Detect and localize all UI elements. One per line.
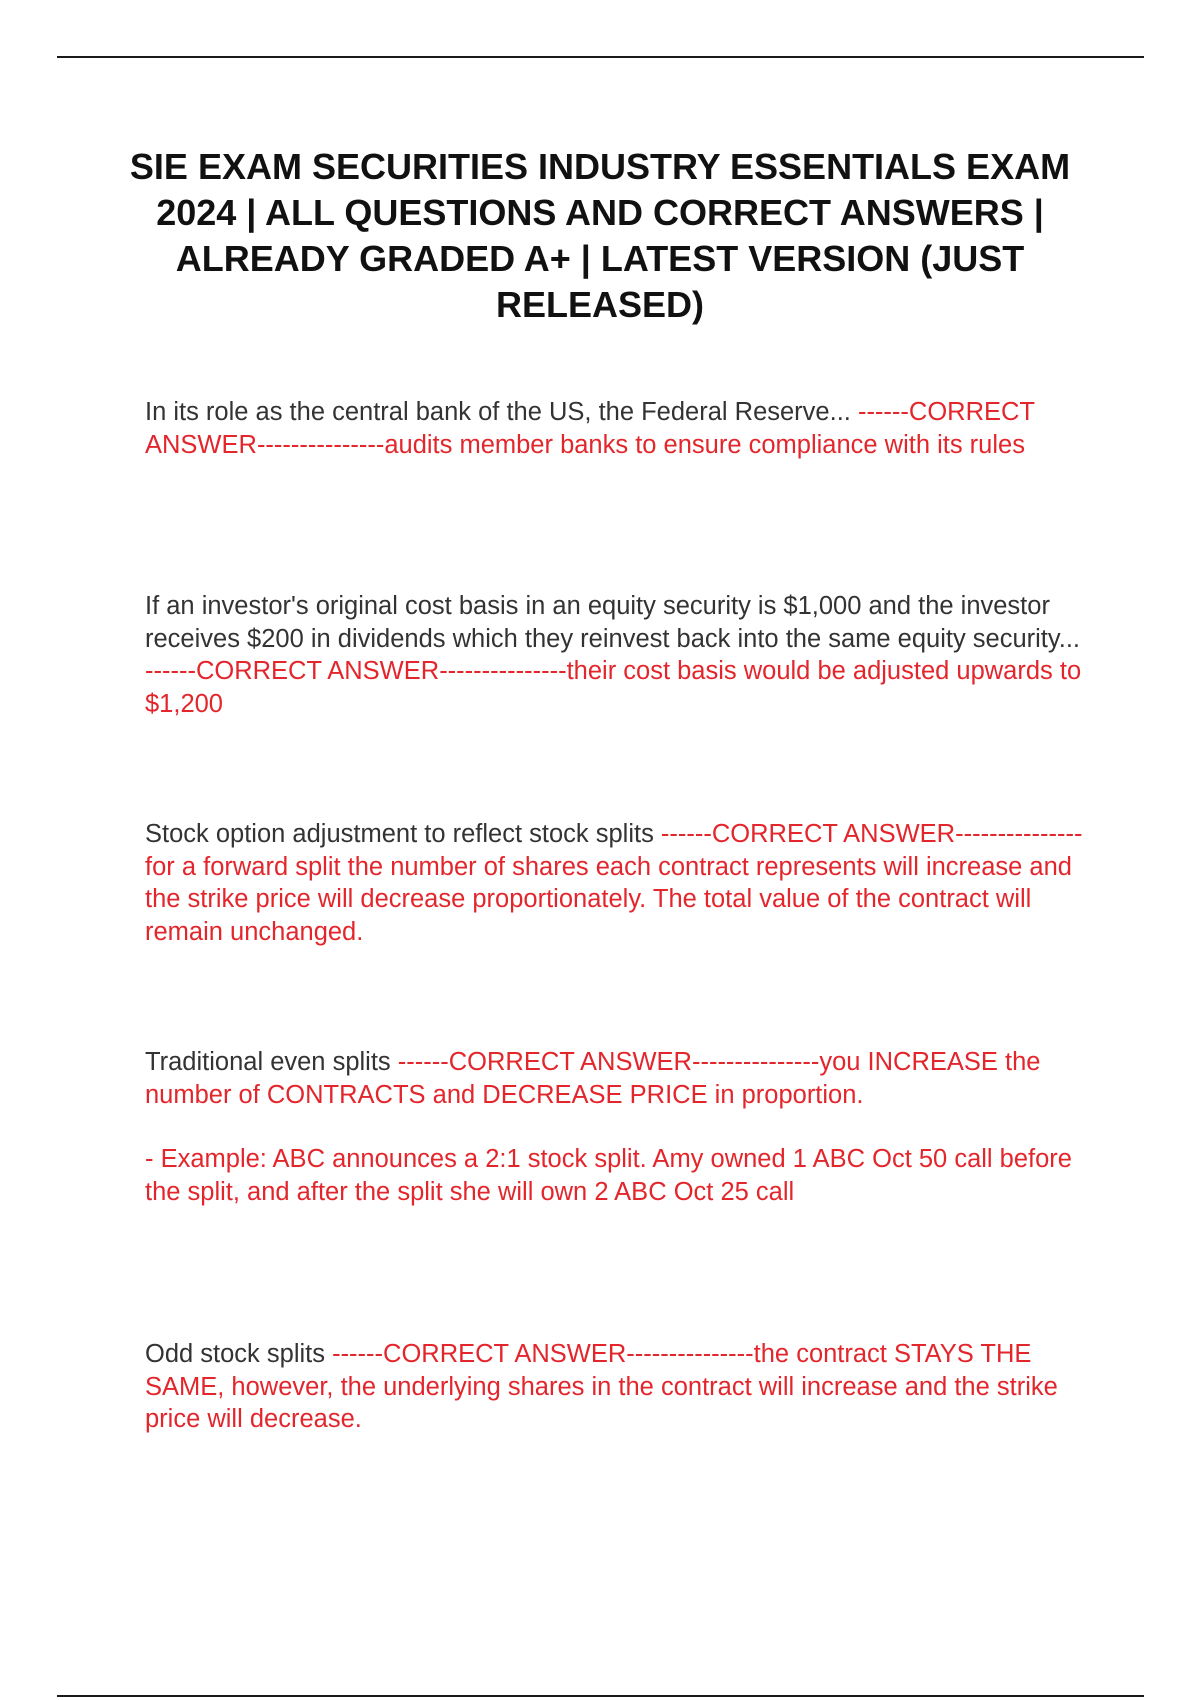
question-text: Stock option adjustment to reflect stock splits xyxy=(145,820,654,848)
answer-text: you INCREASE the number of CONTRACTS and DECREASE PRICE in proportion. xyxy=(145,1048,1041,1109)
answer-text: the contract STAYS THE SAME, however, the underlying shares in the contract will increase and the strike price will decrease. xyxy=(145,1340,1058,1433)
answer-text: for a forward split the number of shares each contract represents will increase and the strike price will decrease proportionately. The total value of the contract will remain unchanged. xyxy=(145,852,1072,946)
qa-item-3 xyxy=(145,818,1095,948)
question-text: Traditional even splits xyxy=(145,1048,391,1076)
qa-item-4 xyxy=(145,1046,1095,1208)
bottom-rule xyxy=(57,1695,1144,1697)
separator-prefix: ------ xyxy=(660,820,712,848)
separator-prefix: ------ xyxy=(857,398,909,426)
separator-suffix: --------------- xyxy=(691,1048,820,1076)
qa-item-1 xyxy=(145,396,1095,461)
question-text: In its role as the central bank of the US, the Federal Reserve... xyxy=(145,398,851,426)
separator-suffix: --------------- xyxy=(256,430,385,459)
separator-suffix: --------------- xyxy=(955,820,1083,848)
qa-item-5 xyxy=(145,1338,1095,1436)
answer-text: their cost basis would be adjusted upwards to $1,200 xyxy=(145,657,1082,718)
qa-item-2 xyxy=(145,590,1095,720)
answer-marker: CORRECT ANSWER xyxy=(145,398,1035,459)
top-rule xyxy=(57,56,1144,58)
example-note: - Example: ABC announces a 2:1 stock split. Amy owned 1 ABC Oct 50 call before the split, and after the split she will own 2 ABC Oct 25 call xyxy=(145,1145,1072,1206)
question-text: If an investor's original cost basis in an equity security is $1,000 and the investor receives $200 in dividends which they reinvest back into the same equity security... xyxy=(145,592,1081,653)
separator-prefix: ------ xyxy=(332,1340,384,1368)
answer-text: audits member banks to ensure compliance with its rules xyxy=(384,430,1025,459)
separator-suffix: --------------- xyxy=(626,1340,754,1368)
separator-suffix: --------------- xyxy=(439,657,567,685)
document-title: SIE EXAM SECURITIES INDUSTRY ESSENTIALS EXAM 2024 | ALL QUESTIONS AND CORRECT ANSWERS | ALREADY GRADED A+ | LATEST VERSION (JUST RELEASED) xyxy=(129,146,1071,325)
separator-prefix: ------ xyxy=(397,1048,449,1076)
answer-marker: CORRECT ANSWER xyxy=(448,1048,692,1076)
answer-marker: CORRECT ANSWER xyxy=(383,1340,627,1368)
separator-prefix: ------ xyxy=(145,657,196,685)
answer-marker: CORRECT ANSWER xyxy=(711,820,956,848)
answer-marker: CORRECT ANSWER xyxy=(195,657,440,685)
question-text: Odd stock splits xyxy=(145,1340,325,1368)
